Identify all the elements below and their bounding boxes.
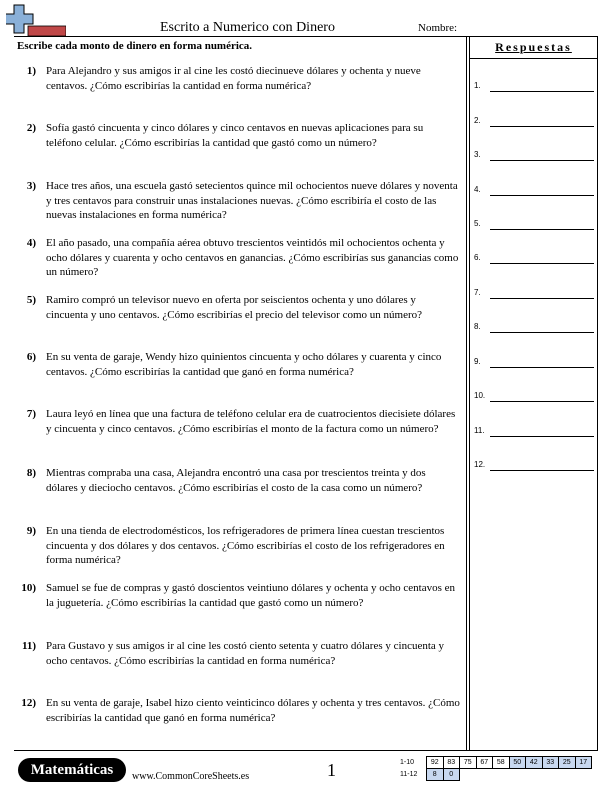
- right-border: [597, 36, 598, 750]
- plus-logo-icon: [6, 4, 66, 38]
- footer-url: www.CommonCoreSheets.es: [132, 771, 250, 782]
- question-number: 6): [26, 351, 36, 363]
- answer-number: 12.: [474, 460, 486, 469]
- score-cell: 42: [526, 757, 543, 769]
- name-label: Nombre:: [418, 22, 458, 34]
- answer-line: [490, 195, 594, 196]
- answer-number: 10.: [474, 391, 486, 400]
- answer-line: [490, 470, 594, 471]
- answer-line: [490, 160, 594, 161]
- question-number: 12): [21, 697, 36, 709]
- score-cell: 33: [542, 757, 559, 769]
- answer-field-2[interactable]: [474, 116, 594, 130]
- answer-number: 1.: [474, 81, 481, 90]
- answer-field-1[interactable]: [474, 81, 594, 95]
- question-number: 4): [26, 237, 36, 249]
- question-text: Samuel se fue de compras y gastó doscientos veintiuno dólares y ochenta y ocho centavos en la juguetería. ¿Cómo escribirías la cantidad que gastó como un número?: [46, 582, 456, 609]
- answer-field-4[interactable]: [474, 185, 594, 199]
- question-text: Sofía gastó cincuenta y cinco dólares y cinco centavos en nuevas aplicaciones para su teléfono celular. ¿Cómo escribirías la cantidad que gastó como un número?: [46, 122, 424, 149]
- answer-number: 9.: [474, 357, 481, 366]
- brand-badge: Matemáticas: [18, 758, 126, 782]
- score-cell: 50: [509, 757, 526, 769]
- question-number: 1): [26, 65, 36, 77]
- answer-field-11[interactable]: [474, 426, 594, 440]
- question-text: Mientras compraba una casa, Alejandra encontró una casa por trescientos treinta y dos dólares y dieciocho centavos. ¿Cómo escribirías el costo de la casa como un número?: [46, 467, 426, 494]
- answer-number: 2.: [474, 116, 481, 125]
- answers-separator: [470, 58, 597, 59]
- answer-field-3[interactable]: [474, 150, 594, 164]
- question-text: Laura leyó en línea que una factura de teléfono celular era de cuatrocientos diecisiete dólares y cincuenta y cinco centavos. ¿Cómo escribirías el monto de la factura como un número?: [46, 408, 456, 435]
- answer-column-divider-inner: [469, 36, 470, 750]
- question-number: 7): [26, 408, 36, 420]
- top-rule: [14, 36, 598, 37]
- answer-number: 5.: [474, 219, 481, 228]
- score-row: [398, 769, 592, 781]
- score-cell: 83: [443, 757, 460, 769]
- answer-field-10[interactable]: [474, 391, 594, 405]
- question-number: 9): [26, 525, 36, 537]
- answer-field-7[interactable]: [474, 288, 594, 302]
- answer-column-divider: [466, 36, 467, 750]
- answer-line: [490, 263, 594, 264]
- question-text: El año pasado, una compañía aérea obtuvo trescientos veintidós mil ochocientos ochenta y ocho dólares y cuarenta y ocho centavos en ganancias. ¿Cómo escribirías sus ganancias como un número?: [46, 237, 459, 279]
- question-text: En su venta de garaje, Wendy hizo quinientos cincuenta y ocho dólares y cuarenta y cinco centavos. ¿Cómo escribirías la cantidad que ganó en forma numérica?: [46, 351, 442, 378]
- answer-line: [490, 332, 594, 333]
- answer-field-5[interactable]: [474, 219, 594, 233]
- score-cell: 8: [427, 769, 444, 781]
- question-number: 11): [21, 640, 36, 652]
- score-cell: 58: [493, 757, 510, 769]
- score-cell: 25: [559, 757, 576, 769]
- answer-field-6[interactable]: [474, 253, 594, 267]
- question-number: 2): [26, 122, 36, 134]
- answer-number: 6.: [474, 253, 481, 262]
- instructions: Escribe cada monto de dinero en forma numérica.: [17, 40, 253, 52]
- score-cell: 92: [427, 757, 444, 769]
- answer-line: [490, 298, 594, 299]
- answer-number: 3.: [474, 150, 481, 159]
- question-text: Ramiro compró un televisor nuevo en oferta por seiscientos ochenta y uno dólares y cincuenta y uno centavos. ¿Cómo escribirías el precio del televisor como un número?: [46, 294, 423, 321]
- answer-line: [490, 91, 594, 92]
- question-number: 5): [26, 294, 36, 306]
- answer-line: [490, 436, 594, 437]
- answer-number: 11.: [474, 426, 485, 435]
- score-cell: 0: [443, 769, 460, 781]
- answer-line: [490, 229, 594, 230]
- answer-number: 8.: [474, 322, 481, 331]
- answer-field-8[interactable]: [474, 322, 594, 336]
- answer-line: [490, 401, 594, 402]
- answer-line: [490, 126, 594, 127]
- bottom-rule: [14, 750, 598, 751]
- answer-field-9[interactable]: [474, 357, 594, 371]
- question-text: Para Alejandro y sus amigos ir al cine les costó diecinueve dólares y ochenta y nueve centavos. ¿Cómo escribirías la cantidad en forma numérica?: [46, 65, 421, 92]
- answer-number: 4.: [474, 185, 481, 194]
- score-cell: 17: [575, 757, 592, 769]
- question-text: Hace tres años, una escuela gastó setecientos quince mil ochocientos nueve dólares y noventa y tres centavos para construir unas instalaciones nuevas. ¿Cómo escribiría el costo de las nuevas instalaciones en forma numérica?: [46, 180, 458, 222]
- question-text: En una tienda de electrodomésticos, los refrigeradores de primera línea cuestan trescientos cincuenta y dos dólares y dos centavos. ¿Cómo escribirías el costo de los refrigeradores en forma numérica?: [46, 525, 445, 567]
- answers-title: Respuestas: [495, 40, 572, 54]
- score-table: [398, 756, 592, 781]
- score-cell: 67: [476, 757, 493, 769]
- score-row-label: 11-12: [400, 771, 418, 778]
- answer-number: 7.: [474, 288, 481, 297]
- answer-field-12[interactable]: [474, 460, 594, 474]
- question-text: Para Gustavo y sus amigos ir al cine les costó ciento setenta y cuatro dólares y cincuenta y ocho centavos. ¿Cómo escribirías la cantidad en forma numérica?: [46, 640, 445, 667]
- answer-line: [490, 367, 594, 368]
- score-cell: 75: [460, 757, 477, 769]
- page-number: 1: [327, 760, 336, 780]
- score-row: [398, 757, 592, 769]
- question-number: 10): [21, 582, 36, 594]
- page-title: Escrito a Numerico con Dinero: [160, 20, 335, 35]
- question-text: En su venta de garaje, Isabel hizo ciento veinticinco dólares y ochenta y tres centavos. ¿Cómo escribirías la cantidad que ganó en forma numérica?: [46, 697, 460, 724]
- question-number: 8): [26, 467, 36, 479]
- score-row-label: 1-10: [400, 759, 415, 766]
- question-number: 3): [26, 180, 36, 192]
